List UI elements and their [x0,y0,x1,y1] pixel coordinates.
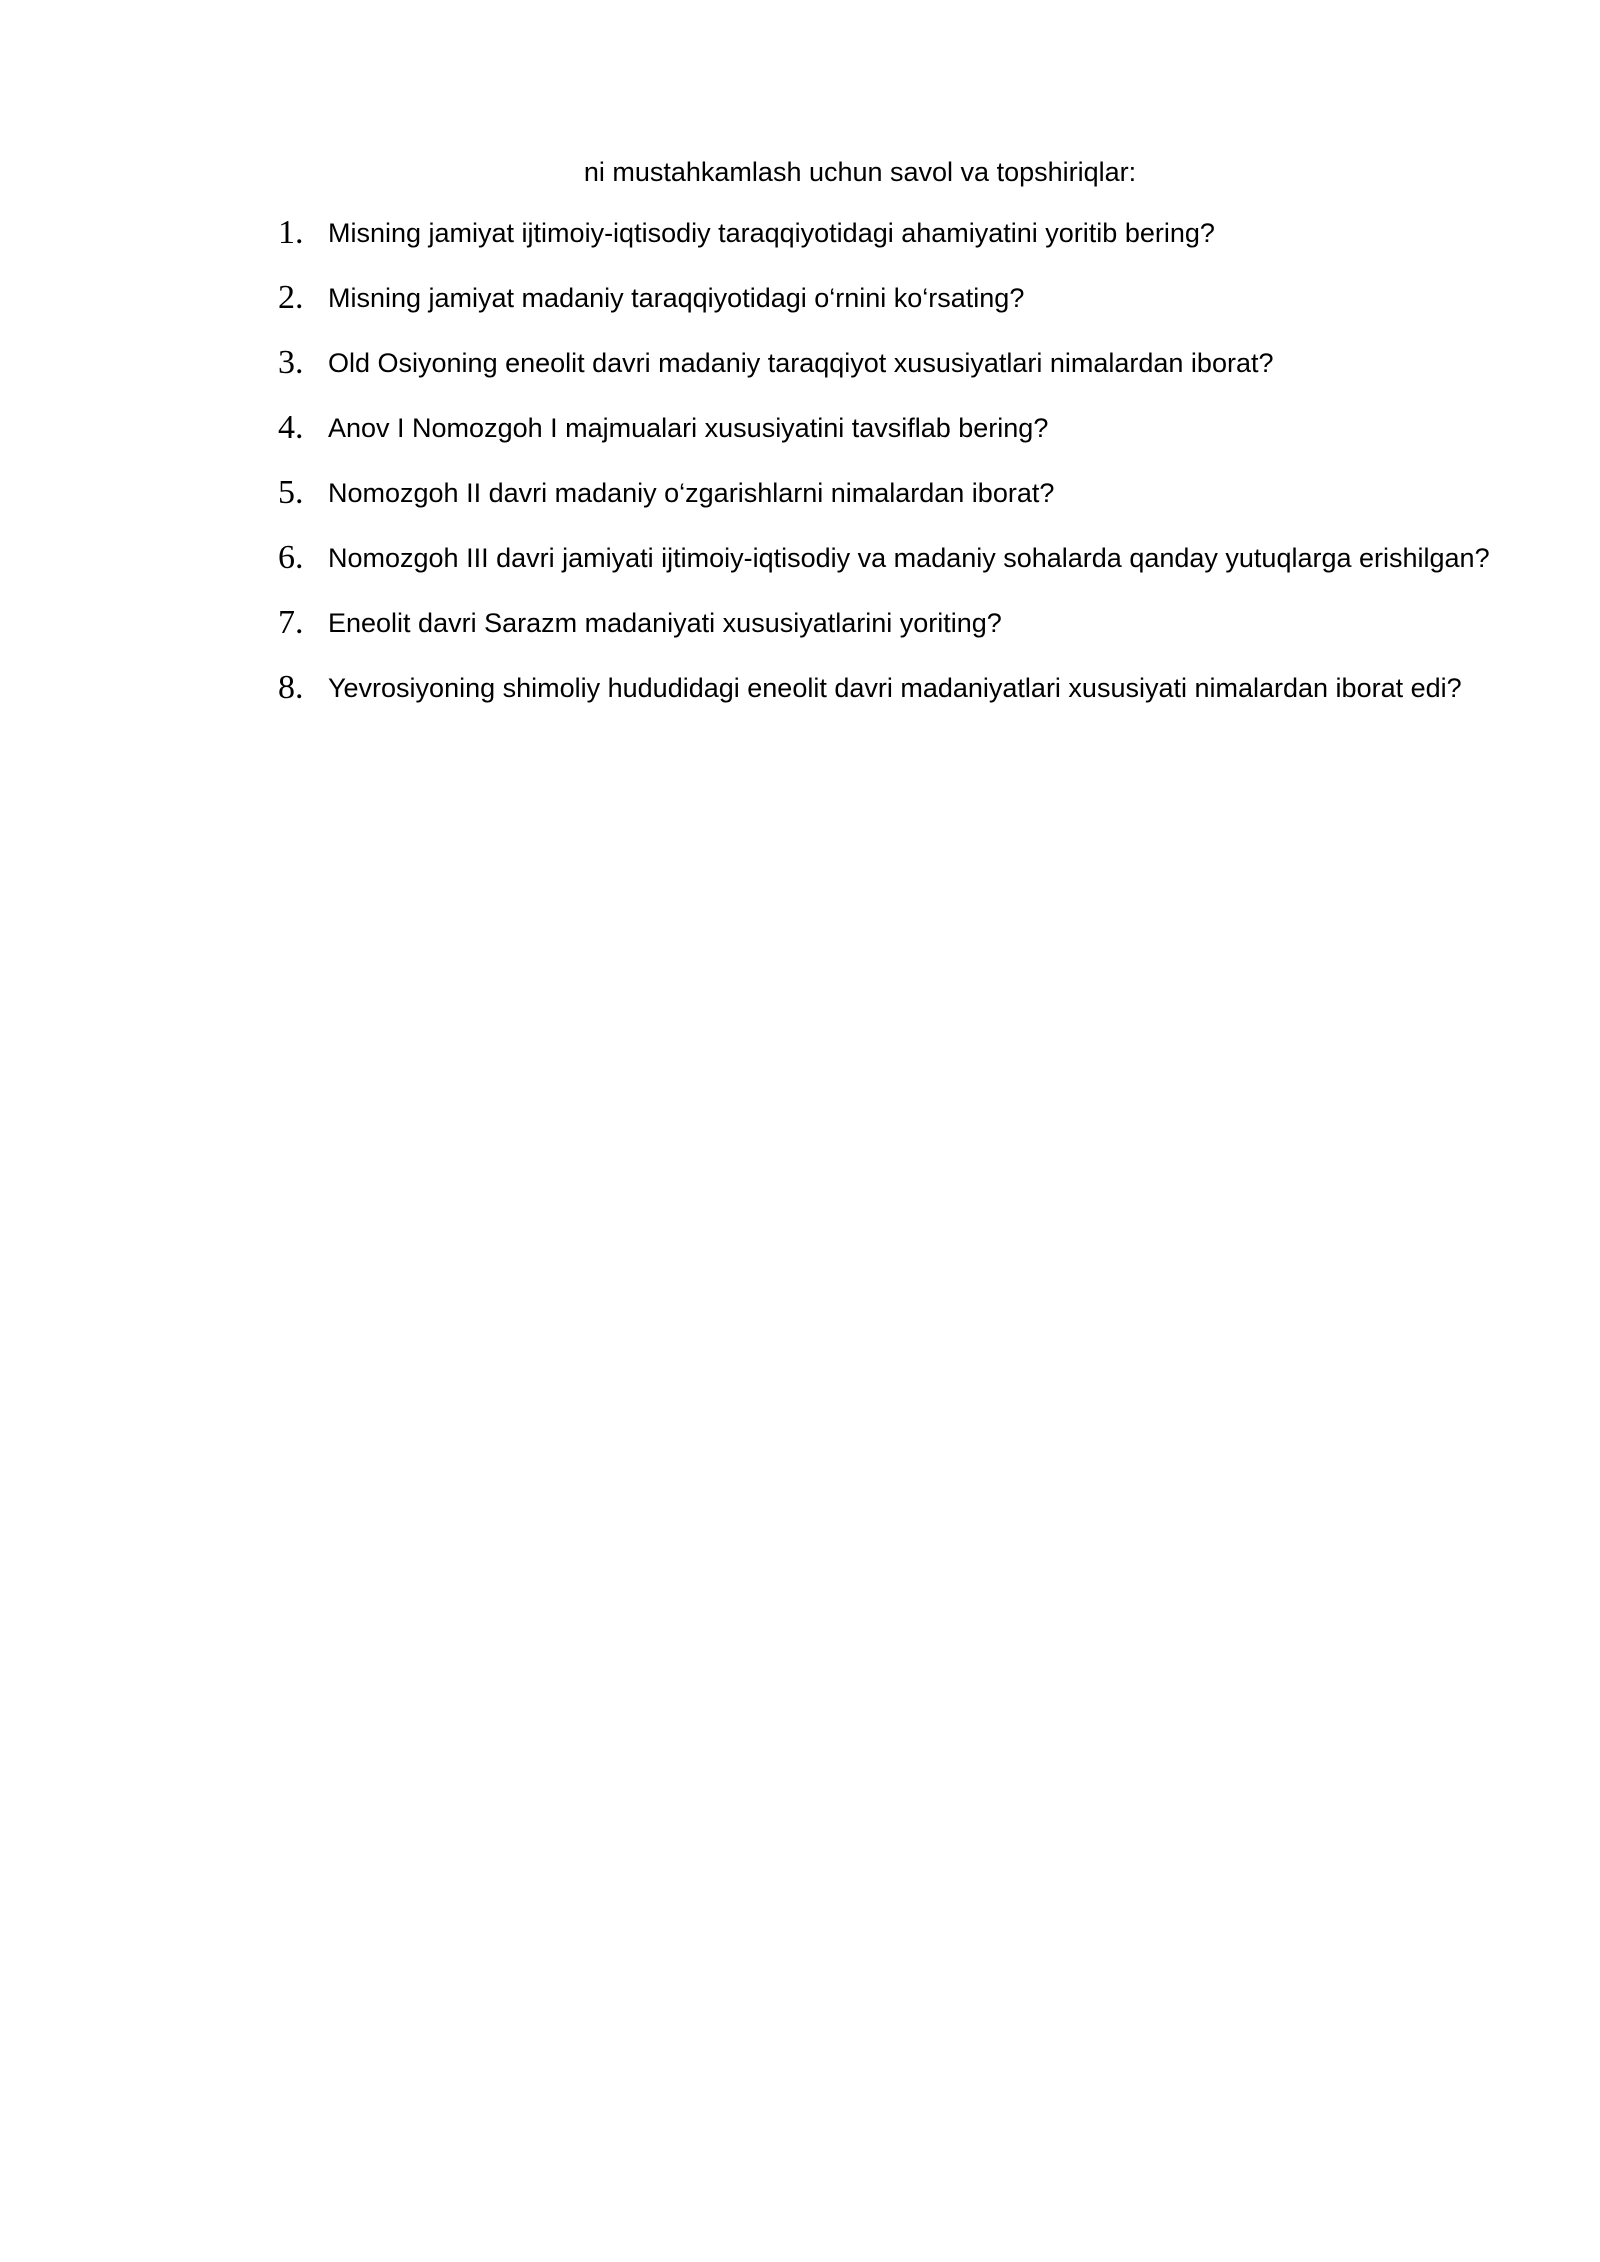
list-item-text: Nomozgoh II davri madaniy o‘zgarishlarni nimalardan iborat? [328,478,1055,508]
list-item-number: 4. [278,409,304,446]
list-item [278,271,1493,325]
list-item [278,661,1493,715]
list-item [278,206,1493,260]
list-item-number: 7. [278,604,304,641]
list-item-text: Anov I Nomozgoh I majmualari xususiyatini tavsiflab bering? [328,413,1049,443]
list-item-number: 8. [278,669,304,706]
list-item-text: Yevrosiyoning shimoliy hududidagi eneolit davri madaniyatlari xususiyati nimalardan iborat edi? [328,673,1462,703]
list-item-number: 5. [278,474,304,511]
list-item-text: Misning jamiyat ijtimoiy-iqtisodiy taraqqiyotidagi ahamiyatini yoritib bering? [328,218,1215,248]
list-item [278,531,1493,585]
list-item [278,466,1493,520]
list-item [278,401,1493,455]
list-item-number: 6. [278,539,304,576]
list-item-number: 1. [278,214,304,251]
list-item-text: Nomozgoh III davri jamiyati ijtimoiy-iqtisodiy va madaniy sohalarda qanday yutuqlarga erishilgan? [328,543,1490,573]
list-item-number: 3. [278,344,304,381]
list-item-text: Misning jamiyat madaniy taraqqiyotidagi o‘rnini ko‘rsating? [328,283,1025,313]
list-item-text: Eneolit davri Sarazm madaniyati xususiyatlarini yoriting? [328,608,1002,638]
section-heading: ni mustahkamlash uchun savol va topshiriqlar: [583,157,1137,187]
list-item-text: Old Osiyoning eneolit davri madaniy taraqqiyot xususiyatlari nimalardan iborat? [328,348,1274,378]
list-item [278,596,1493,650]
list-item [278,336,1493,390]
question-list [278,206,1493,726]
list-item-number: 2. [278,279,304,316]
